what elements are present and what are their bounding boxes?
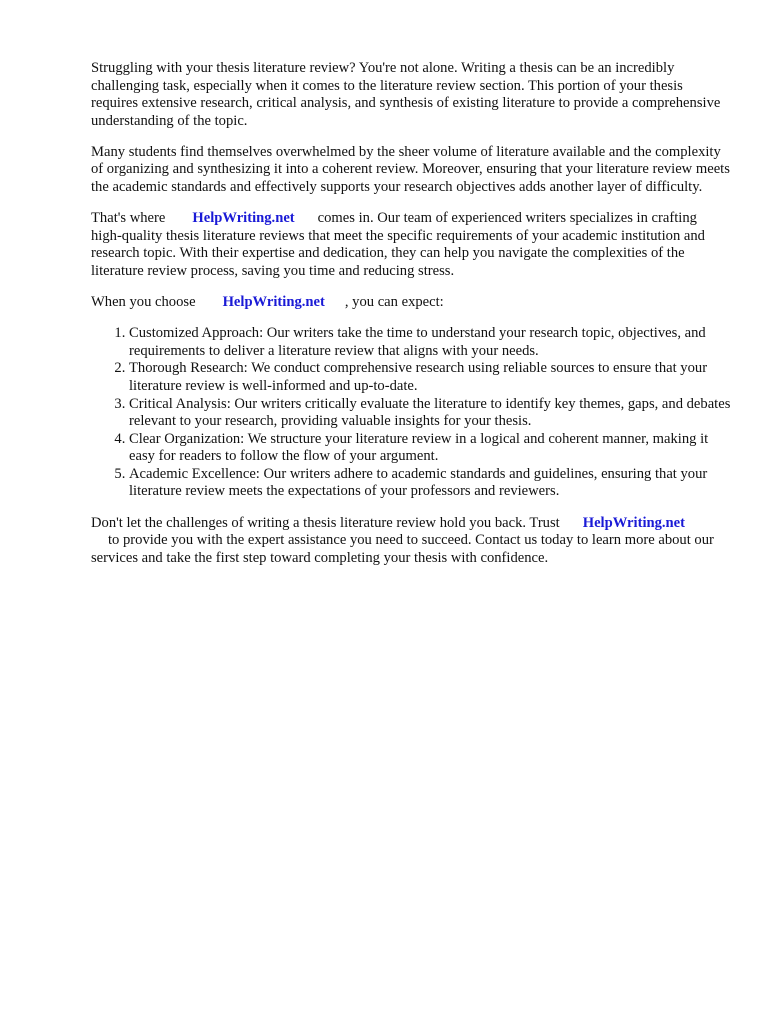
helpwriting-link-3[interactable]: HelpWriting.net [582,514,686,531]
list-item: 1. Customized Approach: Our writers take the time to understand your research topic, objectives, and requirements to deliver a literature review that aligns with your needs. [129,325,731,360]
closing-paragraph [91,515,731,568]
list-item: 3. Critical Analysis: Our writers critically evaluate the literature to identify key themes, gaps, and debates relevant to your research, providing valuable insights for your thesis. [129,396,731,431]
helpwriting-link-1[interactable]: HelpWriting.net [192,210,295,227]
service-lead-text: That's where [91,210,166,227]
intro-paragraph: Struggling with your thesis literature review? You're not alone. Writing a thesis can be an incredibly challenging task, especially when it comes to the literature review section. This portion of your thesis requires extensive research, critical analysis, and synthesis of existing literature to provide a comprehensive understanding of the topic. [91,60,721,129]
expect-tail-text: , you can expect: [344,294,444,311]
helpwriting-link-2[interactable]: HelpWriting.net [222,294,325,311]
list-item: 4. Clear Organization: We structure your literature review in a logical and coherent manner, making it easy for readers to follow the flow of your argument. [129,431,731,466]
closing-body-text: to provide you with the expert assistance you need to succeed. Contact us today to learn more about our services and take the first step toward completing your thesis with confidence. [91,532,714,566]
document-page [91,60,731,581]
service-paragraph [91,210,731,280]
expect-lead-text: When you choose [91,294,196,311]
list-item: 5. Academic Excellence: Our writers adhere to academic standards and guidelines, ensuring that your literature review meets the expectations of your professors and reviewers. [129,466,731,501]
list-item: 2. Thorough Research: We conduct comprehensive research using reliable sources to ensure that your literature review is well-informed and up-to-date. [129,360,731,395]
expect-paragraph [91,294,731,312]
closing-lead-text: Don't let the challenges of writing a thesis literature review hold you back. Trust [91,514,560,531]
benefits-list [91,325,731,501]
challenges-paragraph: Many students find themselves overwhelmed by the sheer volume of literature available and the complexity of organizing and synthesizing it into a coherent review. Moreover, ensuring that your literature review meets the academic standards and effectively supports your research objectives adds another layer of difficulty. [91,143,730,196]
service-body-text: comes in. Our team of experienced writers specializes in crafting high-quality thesis literature reviews that meet the specific requirements of your academic institution and research topic. With their expertise and dedication, they can help you navigate the complexities of the literature review process, saving you time and reducing stress. [91,210,705,279]
